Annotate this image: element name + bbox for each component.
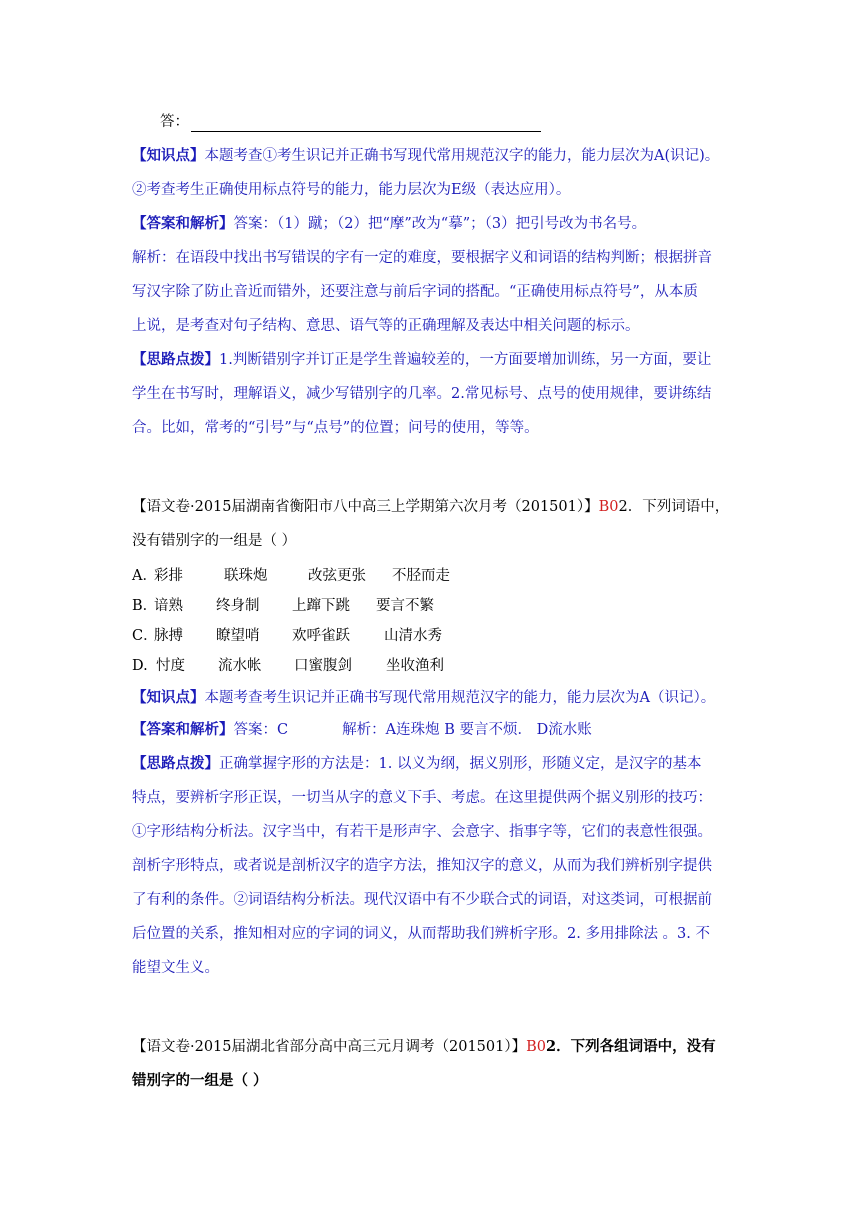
answer-text: 答案：（1）蹴；（2）把“摩”改为“摹”；（3）把引号改为书名号。: [233, 216, 647, 232]
answer-analysis-line: [132, 214, 732, 234]
tip-line-2: 特点，要辨析字形正误，一切当从字的意义下手、考虑。在这里提供两个据义别形的技巧：: [132, 790, 712, 806]
knowledge-point-line: [132, 146, 732, 166]
answer-text: 答案：C: [233, 722, 289, 738]
answer-blank: [191, 115, 541, 132]
tip-label: 【思路点拨】: [132, 351, 219, 368]
option-word: 不胫而走: [392, 568, 450, 584]
option-word: 欢呼雀跃: [292, 628, 350, 644]
question-head: 2．下列各组词语中，没有: [546, 1038, 716, 1055]
option-word: 口蜜腹剑: [294, 658, 352, 674]
option-word: 脉搏: [154, 628, 183, 644]
option-word: 要言不繁: [376, 598, 434, 614]
answer-analysis-label: 【答案和解析】: [132, 721, 234, 738]
answer-line: [160, 112, 760, 132]
question-source: 【语文卷·2015届湖南省衡阳市八中高三上学期第六次月考（201501）】: [132, 499, 599, 515]
tip-line-2: 学生在书写时，理解语义，减少写错别字的几率。2.常见标号、点号的使用规律，要讲练结: [132, 386, 712, 402]
knowledge-point-line: [132, 688, 732, 708]
question-code: B0: [526, 1039, 547, 1055]
tip-label: 【思路点拨】: [132, 755, 219, 772]
analysis-line-3: 上说，是考查对句子结构、意思、语气等的正确理解及表达中相关问题的标示。: [132, 318, 640, 334]
option-word: 终身制: [216, 598, 260, 614]
question-source-line: [132, 497, 732, 517]
tip-line-3: ①字形结构分析法。汉字当中，有若干是形声字、会意字、指事字等，它们的表意性很强。: [132, 824, 712, 840]
tip-line-3: 合。比如，常考的“引号”与“点号”的位置；问号的使用，等等。: [132, 420, 539, 436]
option-label: B．: [132, 598, 158, 614]
tip-text-1: 1.判断错别字并订正是学生普遍较差的，一方面要增加训练，另一方面，要让: [219, 352, 712, 368]
option-c: [132, 626, 732, 646]
question-code: B0: [598, 499, 619, 515]
question-line-2: 没有错别字的一组是（ ）: [132, 533, 297, 549]
option-word: 谙熟: [154, 598, 183, 614]
question-source: 【语文卷·2015届湖北省部分高中高三元月调考（201501）】: [132, 1039, 527, 1055]
tip-text-1: 正确掌握字形的方法是：1. 以义为纲，据义别形，形随义定，是汉字的基本: [219, 756, 702, 772]
option-b: [132, 596, 732, 616]
answer-prefix: 答：: [160, 114, 189, 130]
analysis-line-2: 写汉字除了防止音近而错外，还要注意与前后字词的搭配。“正确使用标点符号”，从本质: [132, 284, 698, 300]
option-label: C．: [132, 628, 158, 644]
option-word: 改弦更张: [308, 568, 366, 584]
option-word: 瞭望哨: [216, 628, 260, 644]
option-d: [132, 656, 732, 676]
answer-analysis-line: [132, 720, 732, 740]
tip-line-1: [132, 754, 732, 774]
knowledge-point-label: 【知识点】: [132, 689, 205, 706]
tip-line-6: 后位置的关系，推知相对应的字词的词义，从而帮助我们辨析字形。2. 多用排除法 。3. 不: [132, 926, 710, 942]
option-a: [132, 566, 732, 586]
option-word: 联珠炮: [224, 568, 268, 584]
answer-analysis-label: 【答案和解析】: [132, 215, 234, 232]
option-word: 彩排: [154, 568, 183, 584]
option-word: 流水帐: [218, 658, 262, 674]
knowledge-point-text: 本题考查考生识记并正确书写现代常用规范汉字的能力，能力层次为A（识记）。: [204, 690, 716, 706]
analysis-line-1: 解析：在语段中找出书写错误的字有一定的难度，要根据字义和词语的结构判断；根据拼音: [132, 250, 712, 266]
option-word: 上蹿下跳: [292, 598, 350, 614]
tip-line-1: [132, 350, 732, 370]
tip-line-5: 了有利的条件。②词语结构分析法。现代汉语中有不少联合式的词语，对这类词，可根据前: [132, 892, 712, 908]
option-label: D.: [132, 658, 148, 674]
answer-analysis-text: 解析：A连珠炮 B 要言不烦． D流水账: [342, 722, 592, 738]
question-head: 2．下列词语中，: [618, 499, 730, 515]
tip-line-4: 剖析字形特点，或者说是剖析汉字的造字方法，推知汉字的意义，从而为我们辨析别字提供: [132, 858, 712, 874]
knowledge-point-label: 【知识点】: [132, 147, 205, 164]
option-word: 坐收渔利: [386, 658, 444, 674]
option-word: 忖度: [156, 658, 185, 674]
option-word: 山清水秀: [384, 628, 442, 644]
tip-line-7: 能望文生义。: [132, 960, 219, 976]
option-label: A．: [132, 568, 157, 584]
knowledge-point-text: 本题考查①考生识记并正确书写现代常用规范汉字的能力，能力层次为A(识记)。: [204, 148, 720, 164]
question-line-2: 错别字的一组是（ ）: [132, 1072, 268, 1089]
knowledge-point-line-2: ②考查考生正确使用标点符号的能力，能力层次为E级（表达应用）。: [132, 182, 571, 198]
question-source-line-2: [132, 1037, 732, 1057]
